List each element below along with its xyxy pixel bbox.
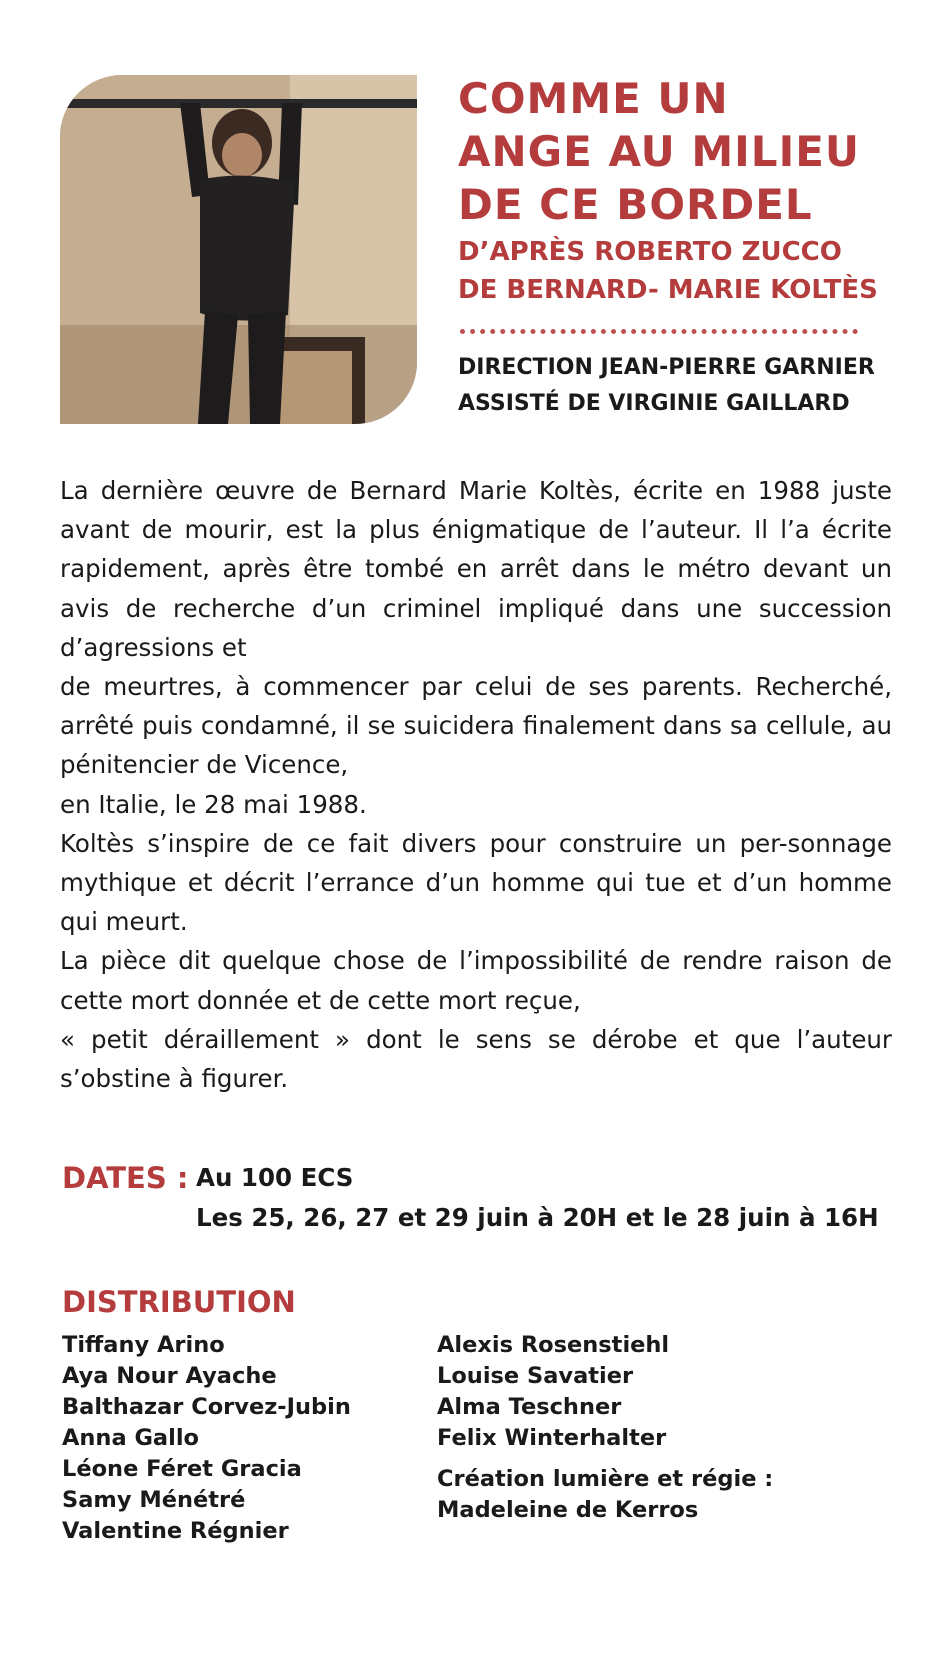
synopsis-paragraph: « petit déraillement » dont le sens se dérobe et que l’auteur s’obstine à figurer.	[60, 1024, 892, 1094]
synopsis-paragraph: La pièce dit quelque chose de l’impossibilité de rendre raison de cette mort donnée et de cette mort reçue,	[60, 946, 892, 1015]
cast-list-right	[437, 1330, 773, 1526]
cast-member: Tiffany Arino	[62, 1332, 225, 1358]
title-block	[458, 72, 928, 422]
synopsis	[60, 471, 892, 1098]
synopsis-paragraph: Koltès s’inspire de ce fait divers pour construire un per-sonnage mythique et décrit l’errance d’un homme qui tue et d’un homme qui meurt.	[60, 828, 892, 937]
cast-member: Balthazar Corvez-Jubin	[62, 1394, 351, 1420]
show-title-line: COMME UN	[458, 74, 729, 123]
performer-hanging-photo-icon	[60, 75, 417, 424]
cast-member: Valentine Régnier	[62, 1518, 289, 1544]
show-title	[458, 72, 928, 231]
show-subtitle	[458, 233, 928, 309]
cast-member: Samy Ménétré	[62, 1487, 246, 1513]
synopsis-paragraph: La dernière œuvre de Bernard Marie Koltès, écrite en 1988 juste avant de mourir, est la plus énigmatique de l’auteur. Il l’a écrite rapidement, après être tombé en arrêt dans le métro devant un avis de recherche d’un criminel impliqué dans une succession d’agressions et	[60, 476, 892, 662]
distribution-heading: DISTRIBUTION	[62, 1285, 296, 1319]
cast-member: Anna Gallo	[62, 1425, 199, 1451]
show-subtitle-line: D’APRÈS ROBERTO ZUCCO	[458, 237, 842, 267]
cast-member: Alma Teschner	[437, 1394, 622, 1420]
cast-member: Louise Savatier	[437, 1363, 634, 1389]
show-title-line: ANGE AU MILIEU	[458, 127, 860, 176]
cast-member: Alexis Rosenstiehl	[437, 1332, 670, 1358]
cast-list-left	[62, 1330, 351, 1547]
dates-details	[196, 1158, 879, 1238]
synopsis-paragraph: en Italie, le 28 mai 1988.	[60, 789, 367, 819]
cast-member: Aya Nour Ayache	[62, 1363, 277, 1389]
dates-venue: Au 100 ECS	[196, 1163, 354, 1192]
synopsis-paragraph: de meurtres, à commencer par celui de ses parents. Recherché, arrêté puis condamné, il se suicidera finalement dans sa cellule, au pénitencier de Vicence,	[60, 672, 892, 780]
credits	[458, 350, 928, 422]
dotted-divider	[460, 329, 858, 334]
crew-name: Madeleine de Kerros	[437, 1497, 699, 1523]
cast-member: Léone Féret Gracia	[62, 1456, 302, 1482]
crew-label: Création lumière et régie :	[437, 1466, 774, 1492]
show-subtitle-line: DE BERNARD- MARIE KOLTÈS	[458, 275, 878, 305]
assistant-credit: ASSISTÉ DE VIRGINIE GAILLARD	[458, 391, 850, 416]
poster-photo	[60, 75, 417, 424]
cast-member: Felix Winterhalter	[437, 1425, 667, 1451]
dates-label: DATES :	[62, 1161, 189, 1195]
show-title-line: DE CE BORDEL	[458, 180, 813, 229]
direction-credit: DIRECTION JEAN-PIERRE GARNIER	[458, 355, 875, 380]
dates-schedule: Les 25, 26, 27 et 29 juin à 20H et le 28 juin à 16H	[196, 1203, 879, 1232]
